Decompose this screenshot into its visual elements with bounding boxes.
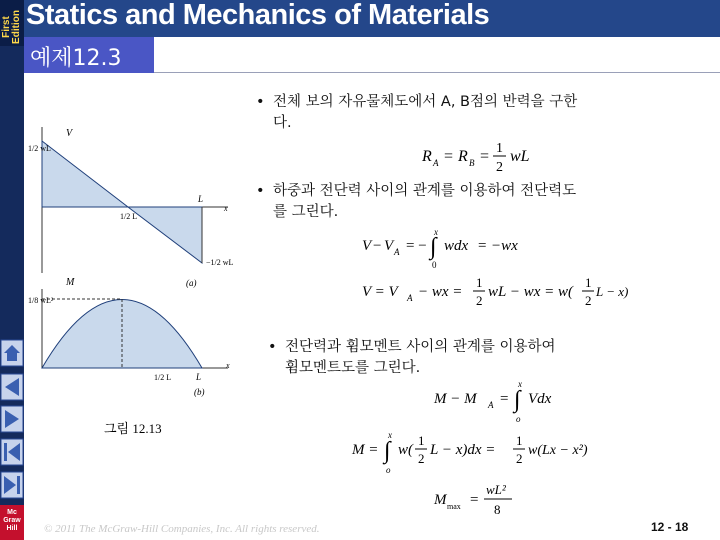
eq-rhs: −wx — [491, 238, 518, 254]
svg-text:= −: = − — [406, 238, 427, 254]
shear-diagram — [28, 127, 234, 288]
eq-mid1: − wx = — [418, 284, 463, 300]
eq-tail: w(Lx − x²) — [528, 443, 588, 458]
bullet-dot: • — [268, 339, 277, 355]
bullet-text-cont: 다. — [273, 115, 292, 131]
eq-sub: A — [488, 400, 494, 410]
svg-text:=: = — [444, 148, 454, 165]
eq-upper: x — [388, 430, 392, 440]
eq-den: 8 — [494, 502, 501, 517]
first-slide-button[interactable] — [0, 437, 24, 467]
equation-moment-integral — [432, 376, 572, 424]
eq-r-b: R — [458, 148, 468, 165]
eq-w: w( — [398, 442, 413, 458]
eq-lhs: M = — [352, 442, 379, 458]
bullet-text: 전단력과 휨모멘트 사이의 관계를 이용하여 — [285, 339, 556, 355]
example-label: 예제12.3 — [30, 46, 122, 71]
eq-sub: A — [407, 293, 413, 303]
eq-den: 2 — [418, 451, 425, 466]
eq-sub: max — [447, 502, 461, 511]
arrow-left-icon — [0, 372, 24, 402]
eq-sub-b: B — [469, 158, 475, 168]
next-slide-button[interactable] — [0, 404, 24, 434]
equation-shear-result — [360, 274, 629, 310]
shear-axis-label: V — [66, 128, 73, 139]
edition-badge — [0, 0, 24, 46]
title-bar — [24, 0, 720, 37]
svg-text:∫: ∫ — [430, 234, 437, 260]
shear-left-value: 1/2 wL — [28, 144, 51, 153]
page-title: Statics and Mechanics of Materials — [26, 0, 490, 31]
publisher-logo — [0, 505, 24, 540]
eq-tail: L − x) — [596, 284, 629, 299]
eq-lhs: V = V — [362, 284, 398, 300]
eq-lower: 0 — [432, 260, 437, 270]
eq-den2: 2 — [516, 451, 523, 466]
svg-text:−: − — [373, 238, 382, 254]
moment-diagram — [28, 277, 230, 397]
eq-lhs: M — [434, 492, 447, 508]
eq-num: wL² — [486, 482, 506, 497]
copyright-footer: © 2011 The McGraw-Hill Companies, Inc. All rights reserved. — [44, 523, 320, 535]
eq-num2: 1 — [516, 433, 523, 448]
eq-rhs: wL — [510, 148, 530, 165]
home-button[interactable] — [0, 338, 24, 368]
bullet-text: 하중과 전단력 사이의 관계를 이용하여 전단력도 — [273, 183, 577, 199]
eq-integrand: Vdx — [528, 391, 552, 407]
eq-den2: 2 — [585, 293, 592, 308]
eq-num2: 1 — [585, 275, 592, 290]
skip-last-icon — [0, 470, 24, 500]
shear-right-value: −1/2 wL — [206, 258, 234, 267]
svg-text:∫: ∫ — [514, 387, 521, 413]
equation-moment-max — [432, 480, 542, 520]
eq-num: 1 — [496, 141, 503, 156]
eq-den: 2 — [476, 293, 483, 308]
moment-panel-label: (b) — [194, 387, 205, 397]
eq-lhs: M − M — [434, 391, 477, 407]
eq-den: 2 — [496, 160, 503, 175]
eq-sub: A — [394, 247, 400, 257]
shear-end-label: L — [198, 194, 204, 204]
bullet-dot: • — [256, 94, 265, 110]
eq-upper: x — [434, 227, 438, 237]
eq-va: V — [384, 238, 394, 254]
bullet-dot: • — [256, 183, 265, 199]
example-label-bar — [24, 37, 154, 73]
bullet-moment — [268, 337, 698, 379]
equation-moment-result — [350, 428, 610, 476]
eq-lower: o — [516, 414, 521, 424]
svg-text:=: = — [470, 492, 479, 508]
figure-caption: 그림 12.13 — [104, 421, 162, 436]
shear-moment-figure — [28, 123, 238, 413]
moment-mid-label: 1/2 L — [154, 373, 172, 382]
shear-mid-label: 1/2 L — [120, 212, 138, 221]
svg-text:=: = — [478, 238, 487, 254]
moment-max-value: 1/8 wL² — [28, 296, 54, 305]
bullet-text-cont: 를 그린다. — [273, 204, 339, 220]
moment-axis-label: M — [66, 277, 75, 288]
bullet-reactions — [256, 92, 706, 134]
last-slide-button[interactable] — [0, 470, 24, 500]
edition-label: First Edition — [1, 10, 22, 44]
eq-num: 1 — [476, 275, 483, 290]
eq-sub-a: A — [433, 158, 439, 168]
publisher-logo-text: Mc Graw Hill — [3, 509, 21, 532]
eq-num: 1 — [418, 433, 425, 448]
moment-axis-x: x — [226, 361, 230, 370]
skip-first-icon — [0, 437, 24, 467]
eq-upper: x — [518, 379, 522, 389]
shear-axis-x: x — [224, 204, 228, 213]
equation-reactions — [420, 138, 560, 176]
bullet-text: 전체 보의 자유물체도에서 A, B점의 반력을 구한 — [273, 94, 578, 110]
page-number: 12 - 18 — [651, 520, 689, 534]
svg-text:=: = — [480, 148, 490, 165]
eq-integrand: wdx — [444, 238, 469, 254]
eq-mid: L − x)dx = — [430, 442, 496, 458]
eq-mid2: wL − wx = w( — [488, 284, 573, 300]
equation-shear-integral — [360, 226, 530, 272]
svg-text:∫: ∫ — [384, 438, 391, 464]
shear-panel-label: (a) — [186, 278, 197, 288]
previous-slide-button[interactable] — [0, 372, 24, 402]
eq-r-a: R — [422, 148, 432, 165]
svg-text:=: = — [500, 391, 509, 407]
eq-lower: o — [386, 465, 391, 475]
moment-end-label: L — [196, 372, 202, 382]
bullet-shear — [256, 181, 706, 223]
bullet-text-cont: 휨모멘트도를 그린다. — [285, 360, 421, 376]
eq-v: V — [362, 238, 372, 254]
divider — [154, 72, 720, 73]
arrow-right-icon — [0, 404, 24, 434]
home-icon — [0, 338, 24, 368]
